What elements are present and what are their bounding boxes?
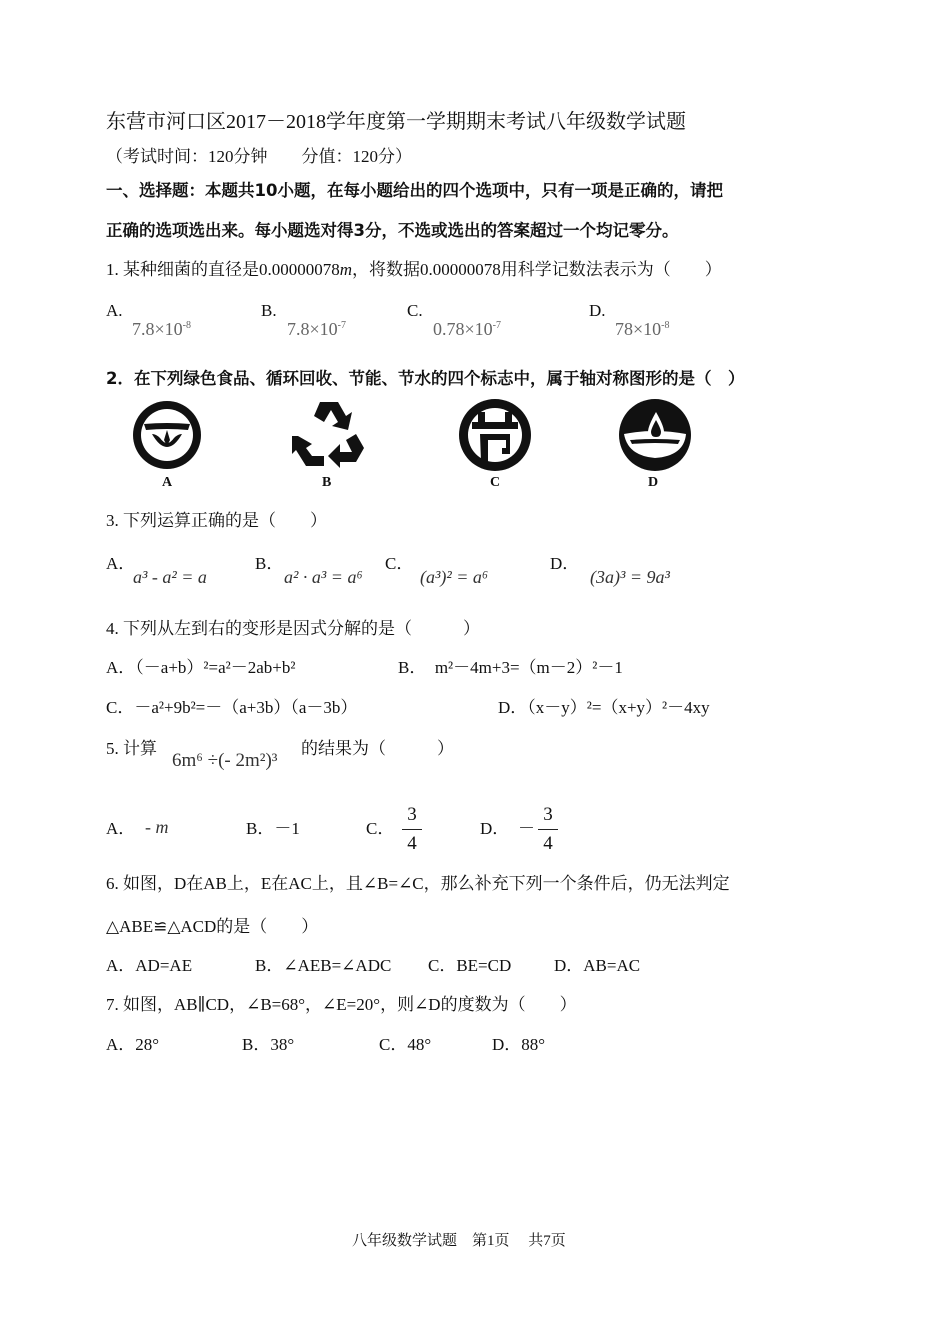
q4-option-d: D．（x－y）²=（x+y）²－4xy bbox=[498, 698, 710, 717]
question-7-stem: 7. 如图，AB∥CD，∠B=68°，∠E=20°，则∠D的度数为（ ） bbox=[106, 995, 577, 1014]
q5-option-a: - m bbox=[145, 817, 169, 837]
q3-option-c-label: C． bbox=[385, 554, 414, 573]
q2-caption-a: A bbox=[162, 475, 173, 490]
q1-option-d: $78\times 10^{-8}$ bbox=[615, 319, 670, 339]
q1-option-b: $7.8\times 10^{-7}$ bbox=[287, 319, 346, 339]
question-5-stem-start: 5. 计算 bbox=[106, 739, 157, 758]
page-title: 东营市河口区2017－2018学年度第一学期期末考试八年级数学试题 bbox=[106, 111, 686, 133]
q5-option-b: B．－1 bbox=[246, 819, 300, 838]
q6-option-c: C．BE=CD bbox=[428, 956, 512, 975]
q5-option-d-label: D． bbox=[480, 819, 510, 838]
q4-option-a: A．（－a+b）²=a²－2ab+b² bbox=[106, 658, 296, 677]
q6-option-d: D．AB=AC bbox=[554, 956, 641, 975]
q3-option-d-label: D． bbox=[550, 554, 580, 573]
q6-option-a: A．AD=AE bbox=[106, 956, 193, 975]
q4-option-b: B． m²－4m+3=（m－2）²－1 bbox=[398, 658, 623, 677]
q3-option-a-label: A． bbox=[106, 554, 136, 573]
q3-option-b-label: B． bbox=[255, 554, 284, 573]
q1-option-c: $0.78\times 10^{-7}$ bbox=[433, 319, 501, 339]
q2-caption-c: C bbox=[490, 475, 501, 490]
q1-option-c-label: C. bbox=[407, 301, 423, 320]
recycle-logo-icon bbox=[290, 398, 368, 472]
section-instructions-line2: 正确的选项选出来。每小题选对得3分，不选或选出的答案超过一个均记零分。 bbox=[106, 221, 679, 240]
water-saving-logo-icon bbox=[618, 398, 692, 472]
q7-option-a: A．28° bbox=[106, 1035, 160, 1054]
question-6-stem-line1: 6. 如图，D在AB上，E在AC上，且∠B=∠C，那么补充下列一个条件后，仍无法判定 bbox=[106, 874, 730, 893]
energy-saving-logo-icon bbox=[458, 398, 532, 472]
q7-option-c: C．48° bbox=[379, 1035, 432, 1054]
q5-option-d-fraction: 3 4 bbox=[538, 804, 558, 855]
q5-option-d-sign: － bbox=[518, 819, 535, 838]
q1-option-a: $7.8\times 10^{-8}$ bbox=[132, 319, 191, 339]
q2-caption-b: B bbox=[322, 475, 332, 490]
q5-option-c-fraction: 3 4 bbox=[402, 804, 422, 855]
question-5-stem-end: 的结果为（ ） bbox=[301, 739, 454, 758]
q5-option-c-label: C． bbox=[366, 819, 395, 838]
q1-option-b-label: B. bbox=[261, 301, 277, 320]
q6-option-b: B．∠AEB=∠ADC bbox=[255, 956, 392, 975]
q3-option-d: (3a)³ = 9a³ bbox=[590, 567, 670, 587]
question-4-stem: 4. 下列从左到右的变形是因式分解的是（ ） bbox=[106, 619, 480, 638]
question-1-stem: 1. 某种细菌的直径是0.00000078m，将数据0.00000078用科学记数法表示为（ ） bbox=[106, 260, 722, 279]
q4-option-c: C．－a²+9b²=－（a+3b）（a－3b） bbox=[106, 698, 358, 717]
page-footer: 八年级数学试题 第1页 共7页 bbox=[352, 1233, 566, 1249]
q3-option-a: a³ - a² = a bbox=[133, 567, 207, 587]
q7-option-d: D．88° bbox=[492, 1035, 546, 1054]
q1-option-d-label: D. bbox=[589, 301, 606, 320]
section-instructions-line1: 一、选择题：本题共10小题，在每小题给出的四个选项中，只有一项是正确的，请把 bbox=[106, 181, 723, 200]
q2-caption-d: D bbox=[648, 475, 659, 490]
q3-option-c: (a³)² = a⁶ bbox=[420, 567, 489, 587]
question-6-stem-line2: △ABE≌△ACD的是（ ） bbox=[106, 917, 319, 936]
q1-option-a-label: A. bbox=[106, 301, 123, 320]
exam-info: （考试时间：120分钟 分值：120分） bbox=[106, 147, 412, 166]
q5-option-a-label: A． bbox=[106, 819, 136, 838]
q3-option-b: a² · a³ = a⁶ bbox=[284, 567, 363, 587]
green-food-logo-icon bbox=[132, 400, 202, 470]
q5-expression: 6m⁶ ÷(- 2m²)³ bbox=[172, 750, 278, 771]
question-2-stem: 2．在下列绿色食品、循环回收、节能、节水的四个标志中，属于轴对称图形的是（ ） bbox=[106, 369, 745, 388]
q7-option-b: B．38° bbox=[242, 1035, 295, 1054]
question-3-stem: 3. 下列运算正确的是（ ） bbox=[106, 511, 327, 530]
